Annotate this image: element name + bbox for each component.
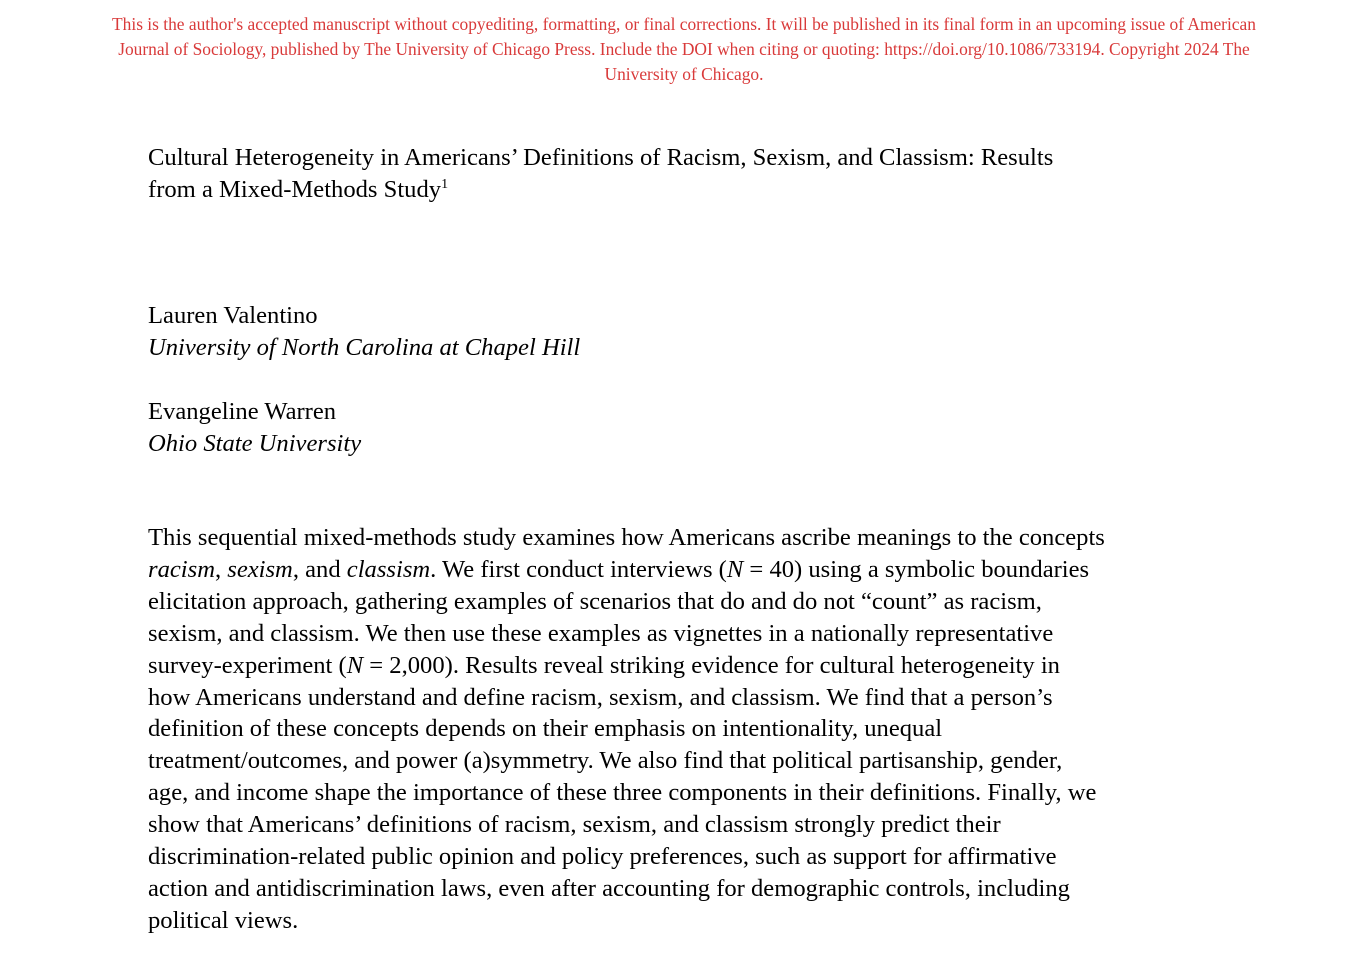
notice-line-1: This is the author's accepted manuscript without copyediting, formatting, or final corrections. It will be published in its final form in an upcoming issue of American [112, 14, 1256, 34]
term-racism: racism [148, 555, 215, 583]
author-affiliation: Ohio State University [148, 430, 362, 457]
author-block [148, 300, 580, 364]
text-fragment: , [214, 555, 228, 583]
notice-line-2: Journal of Sociology, published by The University of Chicago Press. Include the DOI when citing or quoting: https://doi.org/10.1086/733194. Copyright 2024 The [118, 39, 1250, 59]
term-classism: classism [346, 555, 431, 583]
author-block [148, 396, 580, 460]
text-fragment: = 40) using a symbolic boundaries [743, 555, 1090, 583]
abstract [148, 522, 1228, 937]
abstract-line: action and antidiscrimination laws, even after accounting for demographic controls, including [148, 874, 1070, 902]
author-name: Lauren Valentino [148, 302, 318, 329]
sample-size-symbol: N [346, 651, 364, 679]
notice-line-3: University of Chicago. [604, 64, 764, 84]
abstract-line: how Americans understand and define racism, sexism, and classism. We find that a person’s [148, 683, 1053, 711]
copyright-notice [20, 12, 1348, 87]
author-affiliation: University of North Carolina at Chapel Hill [148, 334, 581, 361]
title-line-1: Cultural Heterogeneity in Americans’ Definitions of Racism, Sexism, and Classism: Results [148, 144, 1054, 171]
text-fragment: survey-experiment ( [148, 651, 347, 679]
title-section [148, 142, 1238, 206]
author-list [148, 300, 580, 492]
author-name: Evangeline Warren [148, 398, 337, 425]
term-sexism: sexism [227, 555, 293, 583]
abstract-line: discrimination-related public opinion and policy preferences, such as support for affirmative [148, 843, 1057, 871]
footnote-marker[interactable]: 1 [441, 176, 449, 192]
abstract-line: show that Americans’ definitions of racism, sexism, and classism strongly predict their [148, 811, 1001, 839]
abstract-line: definition of these concepts depends on their emphasis on intentionality, unequal [148, 715, 943, 743]
abstract-line: age, and income shape the importance of these three components in their definitions. Finally, we [148, 779, 1097, 807]
sample-size-symbol: N [726, 555, 744, 583]
text-fragment: = 2,000). Results reveal striking evidence for cultural heterogeneity in [363, 651, 1060, 679]
text-fragment: , and [292, 555, 347, 583]
abstract-line: This sequential mixed-methods study examines how Americans ascribe meanings to the concepts [148, 524, 1105, 551]
abstract-line: elicitation approach, gathering examples of scenarios that do and do not “count” as racism, [148, 587, 1042, 615]
title-line-2: from a Mixed-Methods Study [148, 176, 442, 203]
abstract-line: sexism, and classism. We then use these examples as vignettes in a nationally representative [148, 619, 1054, 647]
paper-title [148, 142, 1178, 206]
abstract-line [148, 554, 1228, 586]
abstract-line [148, 650, 1228, 682]
abstract-line: political views. [148, 906, 299, 934]
text-fragment: . We first conduct interviews ( [430, 555, 727, 583]
abstract-line: treatment/outcomes, and power (a)symmetry. We also find that political partisanship, gender, [148, 747, 1063, 775]
